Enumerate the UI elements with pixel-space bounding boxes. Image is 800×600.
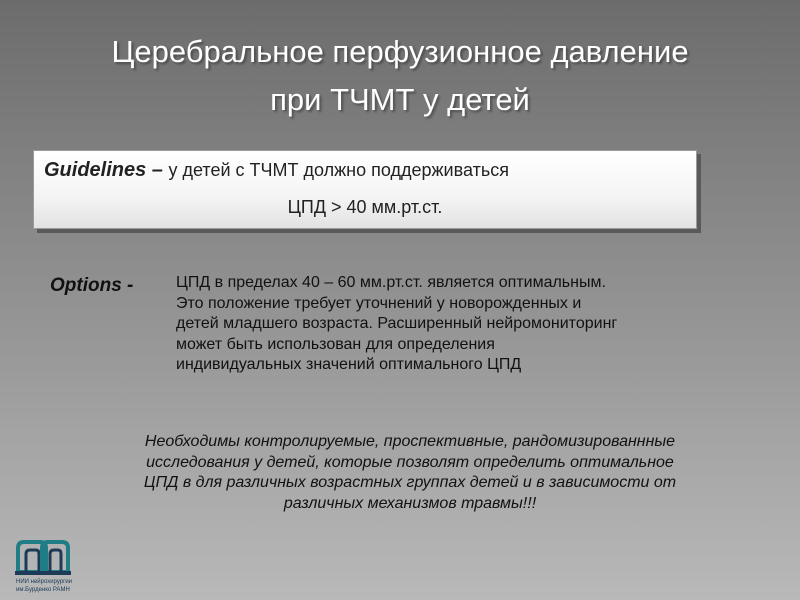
options-line: детей младшего возраста. Расширенный нейромониторинг bbox=[176, 315, 618, 332]
options-text bbox=[176, 273, 766, 376]
note-line: ЦПД в для различных возрастных группах детей и в зависимости от bbox=[143, 474, 677, 491]
guidelines-line-1 bbox=[44, 159, 509, 182]
note-line: исследования у детей, которые позволят определить оптимальное bbox=[146, 453, 674, 471]
guidelines-heading: Guidelines – bbox=[44, 159, 169, 181]
options-line: может быть использован для определения bbox=[176, 335, 495, 353]
guidelines-box bbox=[33, 150, 697, 229]
options-line: Это положение требует уточнений у новорожденных и bbox=[176, 294, 582, 312]
institute-logo bbox=[12, 538, 82, 598]
slide-title bbox=[0, 28, 800, 124]
logo-emblem-icon bbox=[12, 538, 74, 578]
options-line: индивидуальных значений оптимального ЦПД bbox=[176, 356, 522, 373]
title-line-2: при ТЧМТ у детей bbox=[270, 82, 530, 117]
logo-caption-line-1: НИИ нейрохирургии bbox=[16, 579, 73, 585]
note-line: Необходимы контролируемые, проспективные, рандомизированнные bbox=[144, 433, 676, 450]
logo-caption bbox=[16, 578, 86, 594]
guidelines-text-2: ЦПД > 40 мм.рт.ст. bbox=[287, 197, 443, 217]
research-note bbox=[40, 432, 780, 514]
note-line: различных механизмов травмы!!! bbox=[283, 494, 537, 512]
guidelines-text-1: у детей с ТЧМТ должно поддерживаться bbox=[168, 160, 509, 180]
logo-caption-line-2: им.Бурденко РАМН bbox=[16, 587, 70, 593]
options-line: ЦПД в пределах 40 – 60 мм.рт.ст. является оптимальным. bbox=[176, 274, 606, 291]
title-line-1: Церебральное перфузионное давление bbox=[111, 34, 689, 69]
options-label: Options - bbox=[50, 275, 134, 296]
